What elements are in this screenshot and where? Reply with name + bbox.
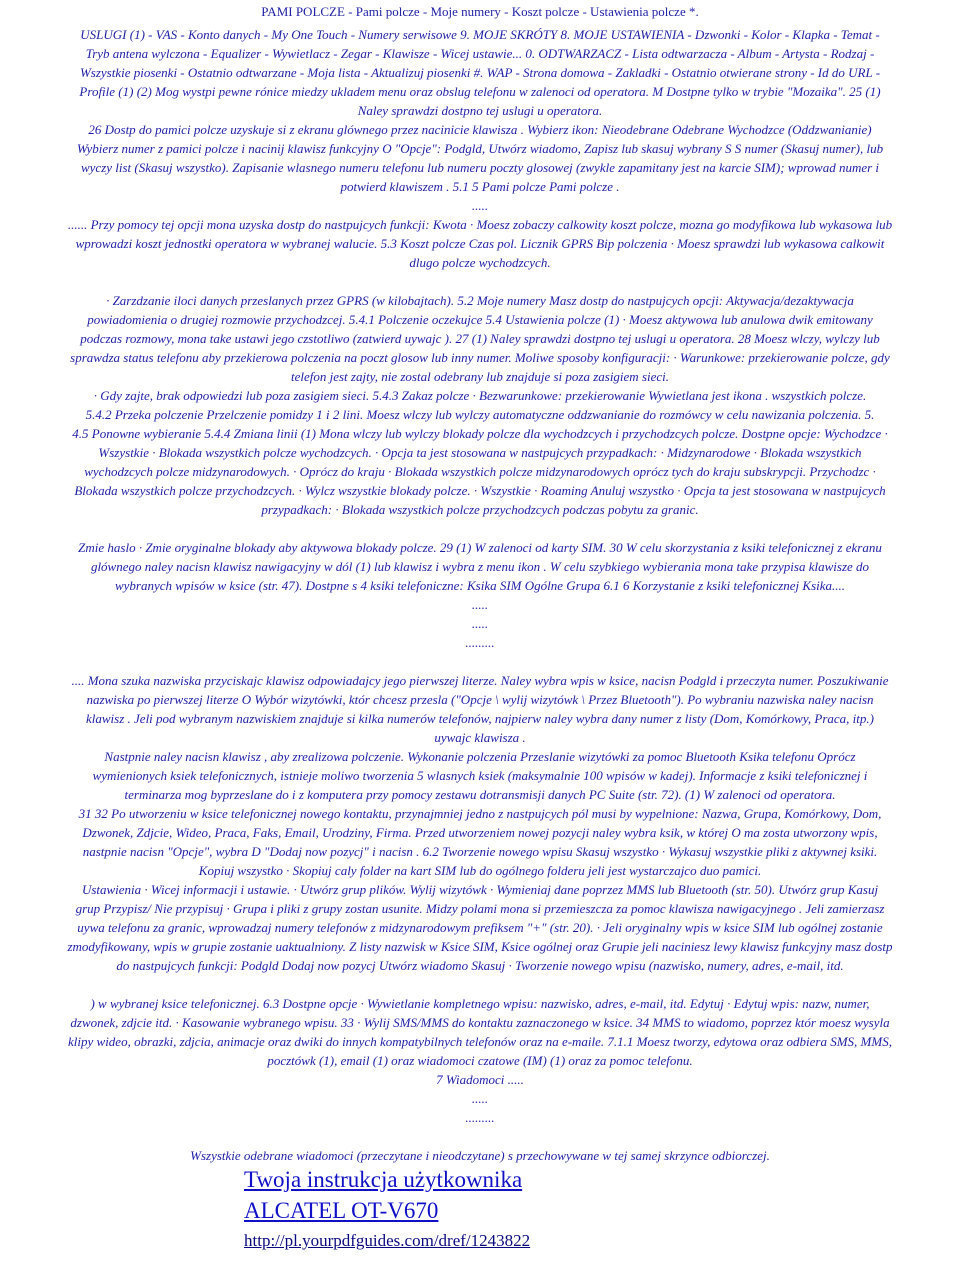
paragraph-2: USLUGI (1) - VAS - Konto danych - My One Touch - Numery serwisowe 9. MOJE SKRÓTY 8. MOJE USTAWIENIA - Dzwonki - Kolor - Klapka - Temat - Tryb antena wylczona - Equalizer - Wywietlacz - Zegar - Klawisze - Wicej ustawie... 0. ODTWARZACZ - Lista odtwarzacza - Album - Artysta - Rodzaj - Wszystkie piosenki - Ostatnio odtwarzane - Moja lista - Aktualizuj piosenki #. WAP - Strona domowa - Zakladki - Ostatnio otwierane strony - Id do URL - Profile (1) (2) Mog wystpi pewne rónice miedzy ukladem menu oraz obslug telefonu w zalenoci od operatora. M Dostpne tylko w trybie "Mozaika". 25 (1) Naley sprawdzi dostpno tej uslugi u operatora. 26 Dostp do pamici polcze uzyskuje si z ekranu glównego przez nacinicie klawisza . Wybierz ikon: Nieodebrane Odebrane Wychodzce (Oddzwanianie) Wybierz numer z pamici polcze i nacinij klawisz funkcyjny O "Opcje": Podgld, Utwórz wiadomo, Zapisz lub skasuj wybrany S S numer (Skasuj numer), lub wyczy list (Skasuj wszystko). Zapisanie wlasnego numeru telefonu lub numeru poczty glosowej (zwykle zapamitany jest na karcie SIM); wprowad numer i potwierd klawiszem . 5.1 5 Pami polcze Pami polcze . ..... ...... Przy pomocy tej opcji mona uzyska dostp do nastpujcych funkcji: Kwota · Moesz zobaczy calkowity koszt polcze, mozna go modyfikowa lub wykasowa lub wprowadzi koszt jednostki operatora w wybranej walucie. 5.3 Koszt polcze Czas pol. Licznik GPRS Bip polczenia · Moesz sprawdzi lub wykasowa calkowit dlugo polcze wychodzcych.	[67, 27, 893, 270]
spacer	[4, 519, 956, 538]
spacer	[4, 272, 956, 291]
paragraph-7: Wszystkie odebrane wiadomoci (przeczytane i nieodczytane) s przechowywane w tej samej skrzynce odbiorczej.	[190, 1148, 770, 1163]
footer	[244, 1164, 804, 1252]
paragraph-3: · Zarzdzanie iloci danych przeslanych przez GPRS (w kilobajtach). 5.2 Moje numery Masz dostp do nastpujcych opcji: Aktywacja/dezaktywacja powiadomienia o drugiej rozmowie przychodzcej. 5.4.1 Polczenie oczekujce 5.4 Ustawienia polcze (1) · Moesz aktywowa lub anulowa dwik emitowany podczas rozmowy, mona take ustawi jego czstotliwo (zatwierd uywajc ). 27 (1) Naley sprawdzi dostpno tej uslugi u operatora. 28 Moesz wlczy, wylczy lub sprawdza status telefonu aby przekierowa polczenia na poczt glosow lub inny numer. Moliwe sposoby konfiguracji: · Warunkowe: przekierowanie polcze, gdy telefon jest zajty, nie zostal odebrany lub znajduje si poza zasigiem sieci. · Gdy zajte, brak odpowiedzi lub poza zasigiem sieci. 5.4.3 Zakaz polcze · Bezwarunkowe: przekierowanie Wywietlana jest ikona . wszystkich polcze. 5.4.2 Przeka polczenie Przelczenie pomidzy 1 i 2 lini. Moesz wlczy lub wylczy automatyczne oddzwanianie do rozmówcy w celu nawizania polczenia. 5. 4.5 Ponowne wybieranie 5.4.4 Zmiana linii (1) Mona wlczy lub wylczy blokady polcze dla wychodzcych i przychodzcych polcze. Dostpne opcje: Wychodzce · Wszystkie · Blokada wszystkich polcze wychodzcych. · Opcja ta jest stosowana w nastpujcych przypadkach: · Midzynarodowe · Blokada wszystkich wychodzcych polcze midzynarodowych. · Oprócz do kraju · Blokada wszystkich polcze midzynarodowych oprócz tych do kraju subskrypcji. Przychodzc · Blokada wszystkich polcze przychodzcych. · Wylcz wszystkie blokady polcze. · Wszystkie · Roaming Anuluj wszystko · Opcja ta jest stosowana w nastpujcych przypadkach: · Blokada wszystkich polcze przychodzcych podczas pobytu za granic.	[70, 293, 890, 517]
paragraph-1: PAMI POLCZE - Pami polcze - Moje numery - Koszt polcze - Ustawienia polcze *.	[261, 4, 699, 19]
manual-title-link[interactable]: Twoja instrukcja użytkownika	[244, 1167, 523, 1192]
paragraph-5: .... Mona szuka nazwiska przyciskajc klawisz odpowiadajcy jego pierwszej literze. Naley wybra wpis w ksice, nacisn Podgld i przeczyta numer. Poszukiwanie nazwiska po pierwszej literze O Wybór wizytówki, któr chcesz przesla ("Opcje \ wylij wizytówk \ Przez Bluetooth"). Po wybraniu nazwiska naley nacisn klawisz . Jeli pod wybranym nazwiskiem znajduje si kilka numerów telefonów, najpierw naley wybra dany numer z listy (Dom, Komórkowy, Praca, itp.) uywajc klawisza . Nastpnie naley nacisn klawisz , aby zrealizowa polczenie. Wykonanie polczenia Przeslanie wizytówki za pomoc Bluetooth Ksika telefonu Oprócz wymienionych ksiek telefonicznych, istnieje moliwo tworzenia 5 wlasnych ksiek (maksymalnie 100 wpisów w kadej). Informacje z ksiki telefonicznej i terminarza mog byprzeslane do i z komputera przy pomocy zestawu dotransmisji danych PC Suite (str. 72). (1) W zalenoci od operatora. 31 32 Po utworzeniu w ksice telefonicznej nowego kontaktu, przynajmniej jedno z nastpujcych pól musi by wypelnione: Nazwa, Grupa, Komórkowy, Dom, Dzwonek, Zdjcie, Wideo, Praca, Faks, Email, Urodziny, Firma. Przed utworzeniem nowej pozycji naley wybra ksik, w której O ma zosta utworzony wpis, nastpnie nacisn "Opcje", wybra D "Dodaj now pozycj" i nacisn . 6.2 Tworzenie nowego wpisu Skasuj wszystko · Wykasuj wszystkie pliki z aktywnej ksiki. Kopiuj wszystko · Skopiuj caly folder na kart SIM lub do ogólnego folderu jeli jest wystarczajco duo pamici. Ustawienia · Wicej informacji i ustawie. · Utwórz grup plików. Wylij wizytówk · Wymieniaj dane poprzez MMS lub Bluetooth (str. 50). Utwórz grup Kasuj grup Przypisz/ Nie przypisuj · Grupa i pliki z grupy zostan usunite. Midzy polami mona si przemieszcza za pomoc klawisza nawigacyjnego . Jeli zamierzasz uywa telefonu za granic, wprowadzaj numery telefonów z midzynarodowym prefiksem "+" (str. 20). · Jeli oryginalny wpis w ksice SIM lub ogólnej zostanie zmodyfikowany, wpis w grupie zostanie uaktualniony. Z listy nazwisk w Ksice SIM, Ksice ogólnej oraz Grupie jeli naciniesz lewy klawisz funkcyjny masz dostp do nastpujcych funkcji: Podgld Dodaj now pozycj Utwórz wiadomo Skasuj · Tworzenie nowego wpisu (nazwisko, numery, adres, e-mail, itd.	[67, 673, 893, 973]
paragraph-6: ) w wybranej ksice telefonicznej. 6.3 Dostpne opcje · Wywietlanie kompletnego wpisu: nazwisko, adres, e-mail, itd. Edytuj · Edytuj wpis: nazw, numer, dzwonek, zdjcie itd. · Kasowanie wybranego wpisu. 33 · Wylij SMS/MMS do kontaktu zaznaczonego w ksice. 34 MMS to wiadomo, poprzez któr moesz wysyla klipy wideo, obrazki, zdjcia, animacje oraz dwiki do innych kompatybilnych telefonów oraz na e-maile. 7.1.1 Moesz tworzy, edytowa oraz odbiera SMS, MMS, pocztówk (1), email (1) oraz wiadomoci czatowe (IM) (1) oraz za pomoc telefonu. 7 Wiadomoci ..... ..... .........	[68, 996, 892, 1125]
spacer	[4, 1127, 956, 1146]
source-url-link[interactable]: http://pl.yourpdfguides.com/dref/1243822	[244, 1231, 531, 1250]
spacer	[4, 975, 956, 994]
paragraph-4: Zmie haslo · Zmie oryginalne blokady aby aktywowa blokady polcze. 29 (1) W zalenoci od karty SIM. 30 W celu skorzystania z ksiki telefonicznej z ekranu glównego naley nacisn klawisz nawigacyjny w dól (1) lub klawisz i wybra z menu ikon . W celu szybkiego wybierania mona take przypisa klawisze do wybranych wpisów w ksice (str. 47). Dostpne s 4 ksiki telefoniczne: Ksika SIM Ogólne Grupa 6.1 6 Korzystanie z ksiki telefonicznej Ksika.... ..... ..... .........	[78, 540, 882, 650]
model-link[interactable]: ALCATEL OT-V670	[244, 1198, 439, 1223]
spacer	[4, 652, 956, 671]
